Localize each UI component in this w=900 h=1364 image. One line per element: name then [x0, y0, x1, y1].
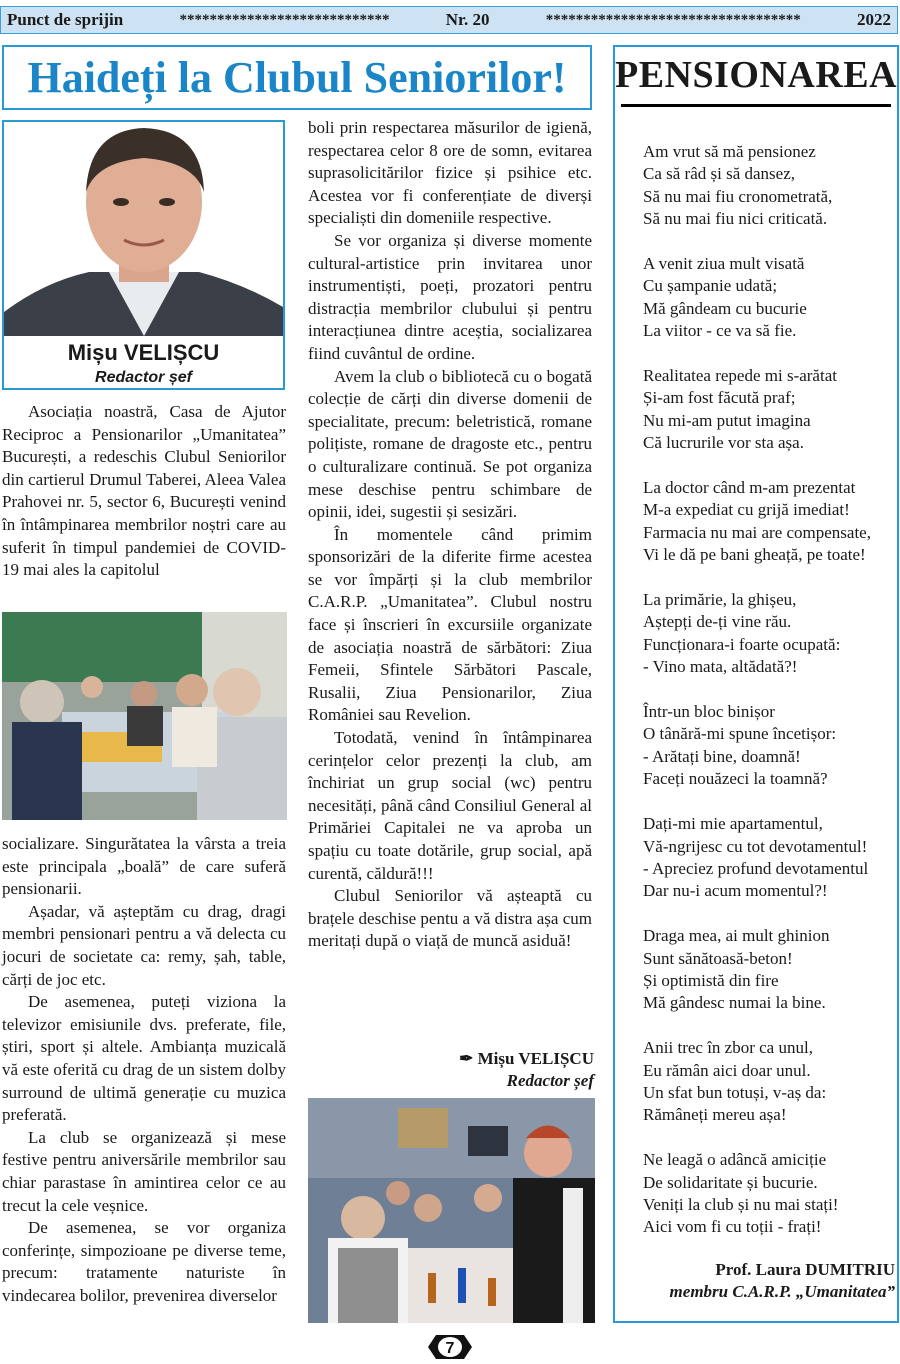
poem-line: O tânără-mi spune încetișor:	[643, 724, 837, 744]
poem-line: Farmacia nu mai are compensate,	[643, 522, 871, 542]
poem-line: - Apreciez profund devotamentul	[643, 858, 869, 878]
author-box	[2, 120, 285, 390]
poem-line: La viitor - ce va să fie.	[643, 321, 797, 341]
poem-line: - Arătați bine, doamnă!	[643, 746, 801, 766]
poem-line: Nu mi-am putut imagina	[643, 410, 811, 430]
poem-line: Ne leagă o adâncă amiciție	[643, 1150, 827, 1170]
poem-line: Vă-ngrijesc cu tot devotamentul!	[643, 836, 868, 856]
poem-stanza	[643, 477, 899, 567]
poem-line: Și optimistă din fire	[643, 970, 779, 990]
paragraph: socializare. Singurătatea la vârsta a treia este principala „boală” de care suferă pensionarii.	[2, 834, 286, 899]
issue-year: 2022	[856, 10, 891, 29]
paragraph: Clubul Seniorilor vă așteaptă cu brațele deschise pentu a vă distra așa cum meritați după o viață de muncă asiduă!	[308, 886, 592, 951]
poem-line: Faceți nouăzeci la toamnă?	[643, 769, 828, 789]
poem-line: Eu rămân aici doar unul.	[643, 1060, 811, 1080]
article-column-2	[308, 117, 592, 953]
header-stars-left: ****************************	[179, 11, 390, 28]
paragraph: Avem la club o bibliotecă cu o bogată colecție de cărți din diverse domenii de specialitate, precum: beletristică, romane polițiste, romane de dragoste etc., pentru o culturalizare continuă. Se pot organiza mese deschise pentru schimbare de opinii, idei, sugestii și sesizări.	[308, 366, 592, 522]
poem-title-underline	[621, 104, 891, 107]
poem-line: La doctor când m-am prezentat	[643, 478, 856, 498]
page-number: 7	[445, 1340, 455, 1357]
poem-line: Într-un bloc binișor	[643, 702, 775, 722]
author-name: Mișu VELIȘCU	[67, 340, 220, 365]
paragraph: Se vor organiza și diverse momente cultural-artistice prin invitarea unor instrumentiști, poeți, prozatori pentru distracția membrilor clubului și pentru interacțiunea dintre aceștia, socializarea fiind cuvântul de ordine.	[308, 230, 592, 363]
poem-line: A venit ziua mult visată	[643, 254, 805, 274]
poem-line: Draga mea, ai mult ghinion	[643, 926, 830, 946]
poem-line: Mă gândeam cu bucurie	[643, 298, 807, 318]
poem-line: Realitatea repede mi s-arătat	[643, 366, 837, 386]
poem-stanza	[643, 589, 899, 679]
article-column-1-top	[2, 401, 286, 582]
poem-line: Am vrut să mă pensionez	[643, 142, 816, 161]
pen-icon: ✒	[459, 1049, 478, 1068]
article-signature	[308, 1048, 594, 1092]
author-portrait-photo	[4, 122, 283, 336]
paragraph: boli prin respectarea măsurilor de igienă, respectarea celor 8 ore de somn, evitarea suprasolicitărilor fizice și psihice etc. Acestea vor fi conferențiate de diverși specialiști din domeniile respective.	[308, 118, 592, 228]
poem-line: Aici vom fi cu toții - frați!	[643, 1217, 822, 1237]
article-column-1-bottom	[2, 833, 286, 1307]
article-title: Haideți la Clubul Seniorilor!	[27, 53, 567, 102]
poem-line: Să nu mai fiu nici criticată.	[643, 209, 828, 229]
paragraph: Asociația noastră, Casa de Ajutor Reciproc a Pensionarilor „Umanitatea” București, a redeschis Clubul Seniorilor din cartierul Drumul Taberei, Aleea Valea Prahovei nr. 5, sector 6, București venind în întâmpinarea membrilor noștri care au suferit în timpul pandemiei de COVID-19 mai ales la capitolul	[2, 402, 286, 580]
paragraph: De asemenea, se vor organiza conferințe, simpozioane pe diverse teme, precum: tratamente naturiste în vindecarea bolilor, prevenirea diverselor	[2, 1218, 286, 1305]
poem-line: Că lucrurile vor sta așa.	[643, 433, 804, 453]
poem-line: Sunt sănătoasă-beton!	[643, 948, 793, 968]
poem-stanza	[643, 253, 899, 343]
paragraph: La club se organizează și mese festive pentru aniversările membrilor sau chiar parastase în amintirea celor ce au trecut la cele veșnice.	[2, 1127, 286, 1215]
poem-line: - Vino mata, altădată?!	[643, 657, 798, 677]
issue-number: Nr. 20	[445, 10, 490, 29]
poem-title: PENSIONAREA	[615, 54, 898, 96]
club-activity-photo	[2, 612, 287, 820]
club-celebration-photo	[308, 1098, 595, 1323]
poem-line: Aștepți de-ți vine rău.	[643, 612, 792, 632]
article-title-box	[2, 45, 592, 110]
header-bar	[0, 6, 898, 34]
poem-stanza	[643, 141, 899, 231]
poem-author: Prof. Laura DUMITRIU	[715, 1260, 895, 1279]
poem-line: Dar nu-i acum momentul?!	[643, 881, 828, 901]
poem-stanza	[643, 1037, 899, 1127]
signature-name: Mișu VELIȘCU	[477, 1049, 594, 1068]
poem-line: Funcționara-i foarte ocupată:	[643, 634, 841, 654]
poem-line: Veniți la club și nu mai stați!	[643, 1194, 839, 1214]
poem-text	[643, 141, 899, 1261]
paragraph: În momentele când primim sponsorizări de la diferite firme acestea se vor împărți și la club membrilor C.A.R.P. „Umanitatea”. Clubul nostru face și înscrieri în excursiile organizate de asociația noastră de sărbători: Ziua Femeii, Sfintele Sărbători Pascale, Rusalii, Ziua Pensionarilor, Ziua României sau Revelion.	[308, 524, 592, 725]
poem-line: Rămâneți mereu așa!	[643, 1105, 787, 1125]
poem-line: Să nu mai fiu cronometrată,	[643, 186, 833, 206]
paragraph: Așadar, vă așteptăm cu drag, dragi membri pensionari pentru a vă delecta cu jocuri de societate ca: remy, șah, table, cărți de joc etc.	[2, 901, 286, 989]
poem-line: Ca să râd și să dansez,	[643, 164, 796, 184]
paragraph: Totodată, venind în întâmpinarea cerințelor celor prezenți la club, am închiriat un grup social (wc) pentru necesități, până când Consiliul General al Primăriei Capitalei ne va aproba un spațiu cu toate dotările, grup social, apă curentă, căldură!!!	[308, 728, 592, 883]
poem-line: Mă gândesc numai la bine.	[643, 993, 826, 1013]
poem-line: Vi le dă pe bani gheață, pe toate!	[643, 545, 866, 565]
poem-stanza	[643, 813, 899, 903]
poem-stanza	[643, 925, 899, 1015]
author-role: Redactor șef	[95, 369, 192, 386]
signature-role: Redactor șef	[506, 1071, 594, 1090]
paragraph: De asemenea, puteți viziona la televizor emisiunile dvs. preferate, file, știri, sport și altele. Ambianța muzicală vă este oferită cu drag de un sistem dolby surround de ultimă generație cu muzica preferată.	[2, 992, 286, 1125]
poem-line: La primărie, la ghișeu,	[643, 590, 797, 610]
poem-box	[613, 45, 899, 1323]
publication-name: Punct de sprijin	[7, 10, 124, 29]
poem-line: Anii trec în zbor ca unul,	[643, 1038, 813, 1058]
poem-stanza	[643, 701, 899, 791]
header-stars-right: **********************************	[545, 11, 801, 28]
poem-line: Și-am fost făcută praf;	[643, 388, 796, 408]
poem-signature	[615, 1259, 895, 1303]
poem-stanza	[643, 365, 899, 455]
poem-line: Cu șampanie udată;	[643, 276, 778, 296]
poem-stanza	[643, 1149, 899, 1239]
page-number-badge	[428, 1335, 472, 1359]
poem-line: M-a expediat cu grijă imediat!	[643, 500, 850, 520]
poem-line: Un sfat bun totuși, v-aș da:	[643, 1082, 827, 1102]
poem-line: Dați-mi mie apartamentul,	[643, 814, 823, 834]
poem-line: De solidaritate și bucurie.	[643, 1172, 818, 1192]
poem-author-role: membru C.A.R.P. „Umanitatea”	[669, 1282, 895, 1301]
